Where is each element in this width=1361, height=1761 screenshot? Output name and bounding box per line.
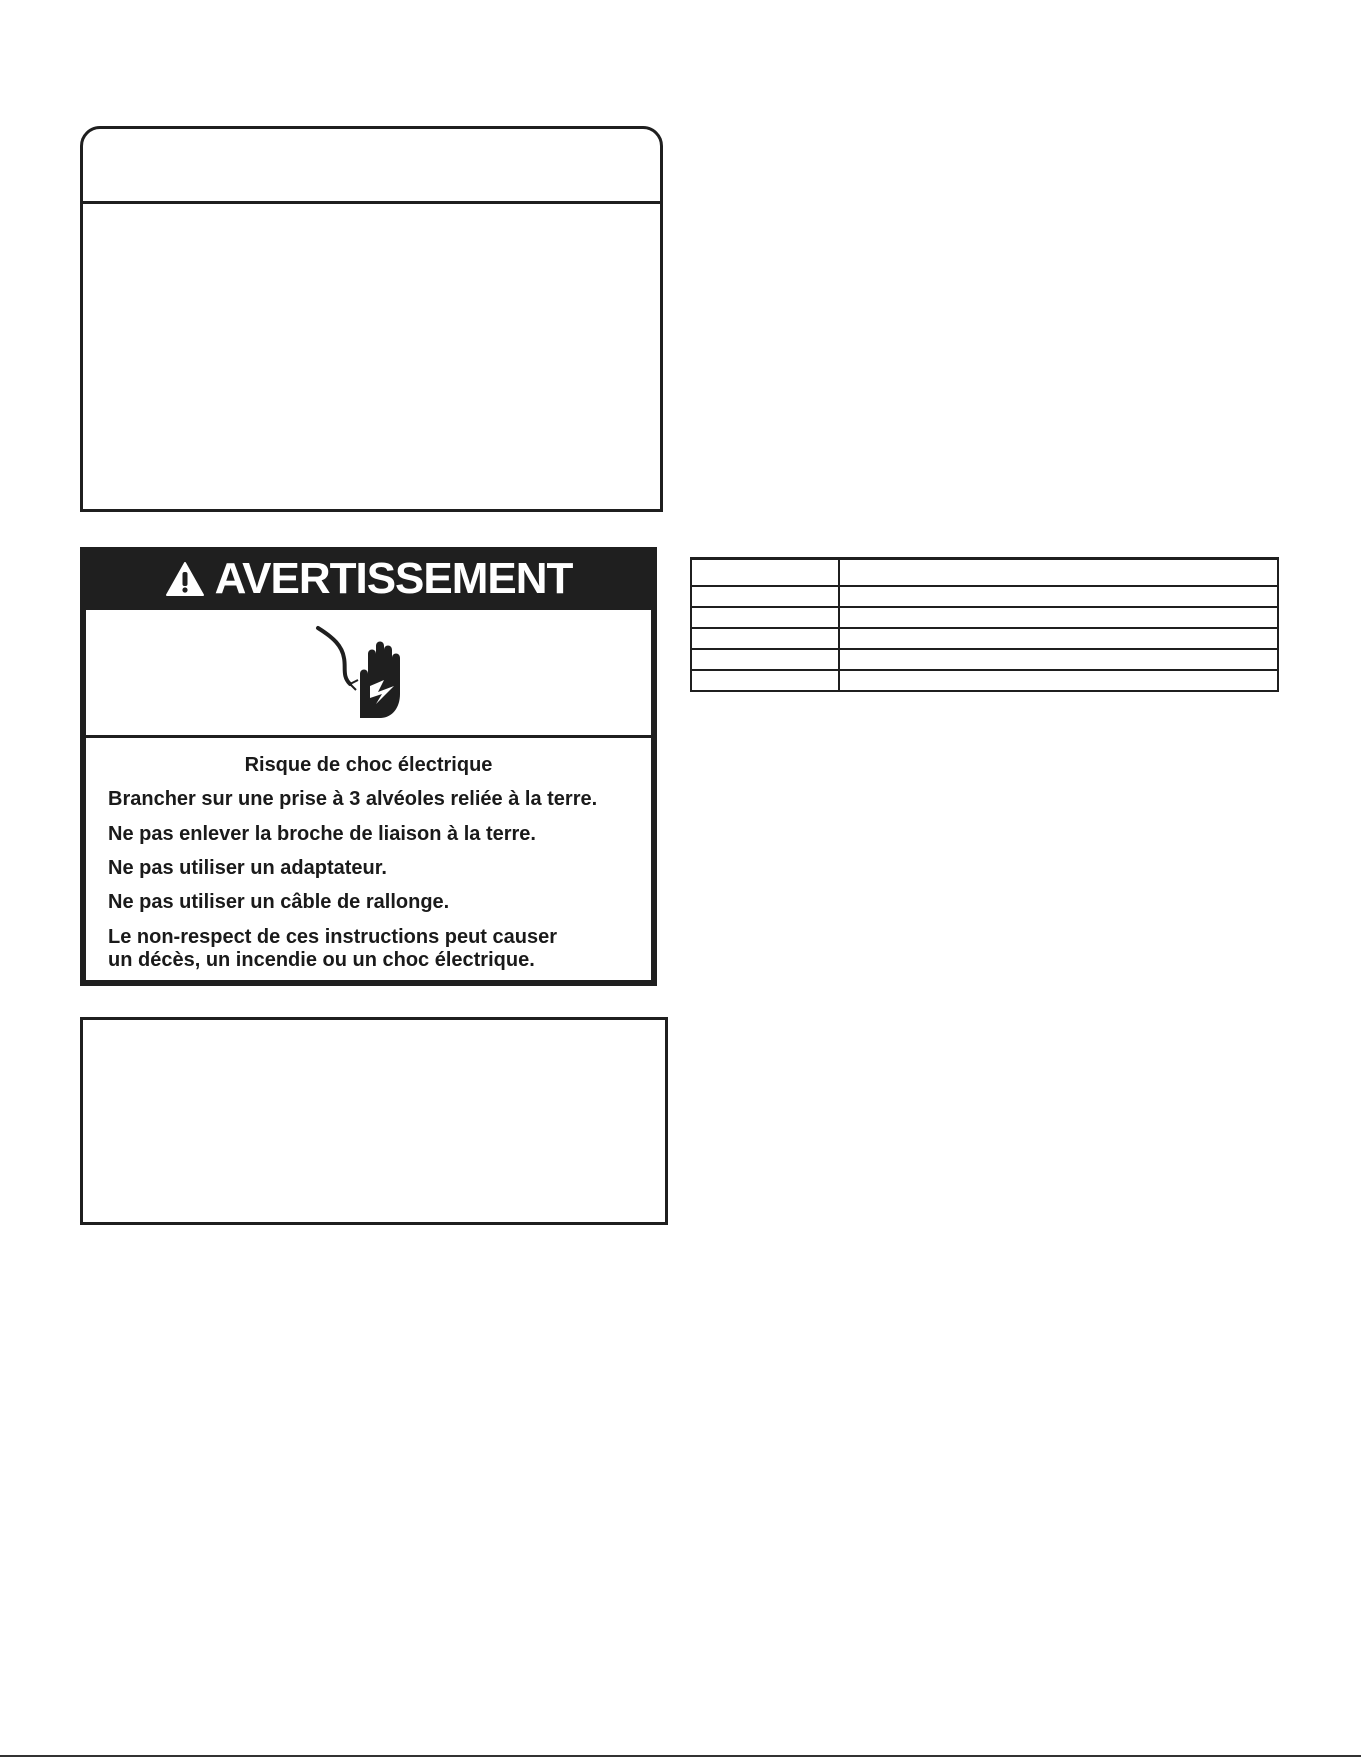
electric-shock-hand-icon [314, 624, 424, 724]
table-cell [839, 670, 1278, 691]
warning-line-consequence-2: un décès, un incendie ou un choc électrique. [108, 949, 535, 971]
table-cell [839, 607, 1278, 628]
table-cell [691, 586, 839, 607]
table-cell [691, 607, 839, 628]
table-row [691, 607, 1278, 628]
warning-line-consequence-1: Le non-respect de ces instructions peut causer [108, 926, 558, 948]
warning-line-pin: Ne pas enlever la broche de liaison à la terre. [108, 823, 536, 845]
table-cell [691, 649, 839, 670]
table-row [691, 670, 1278, 691]
table-cell [691, 559, 839, 587]
warning-line-adapter: Ne pas utiliser un adaptateur. [108, 857, 387, 879]
warning-line-ground: Brancher sur une prise à 3 alvéoles reliée à la terre. [108, 788, 598, 810]
warning-text-area [83, 735, 654, 983]
info-box-top [80, 126, 663, 512]
spec-table [690, 557, 1279, 692]
footer-rule [0, 1755, 1361, 1757]
table-cell [839, 586, 1278, 607]
table-row [691, 628, 1278, 649]
table-cell [839, 559, 1278, 587]
table-row [691, 559, 1278, 587]
table-row [691, 649, 1278, 670]
pictogram-area [83, 607, 654, 735]
warning-header [83, 550, 654, 607]
table-cell [839, 628, 1278, 649]
warning-header-text: AVERTISSEMENT [214, 553, 573, 603]
table-cell [691, 670, 839, 691]
table-row [691, 586, 1278, 607]
info-box-bottom [80, 1017, 668, 1225]
table-cell [691, 628, 839, 649]
warning-title: Risque de choc électrique [244, 754, 493, 776]
warning-panel [80, 547, 657, 986]
warning-triangle-icon [165, 561, 205, 597]
info-box-header-divider [83, 201, 660, 204]
table-cell [839, 649, 1278, 670]
warning-line-extension: Ne pas utiliser un câble de rallonge. [108, 891, 450, 913]
